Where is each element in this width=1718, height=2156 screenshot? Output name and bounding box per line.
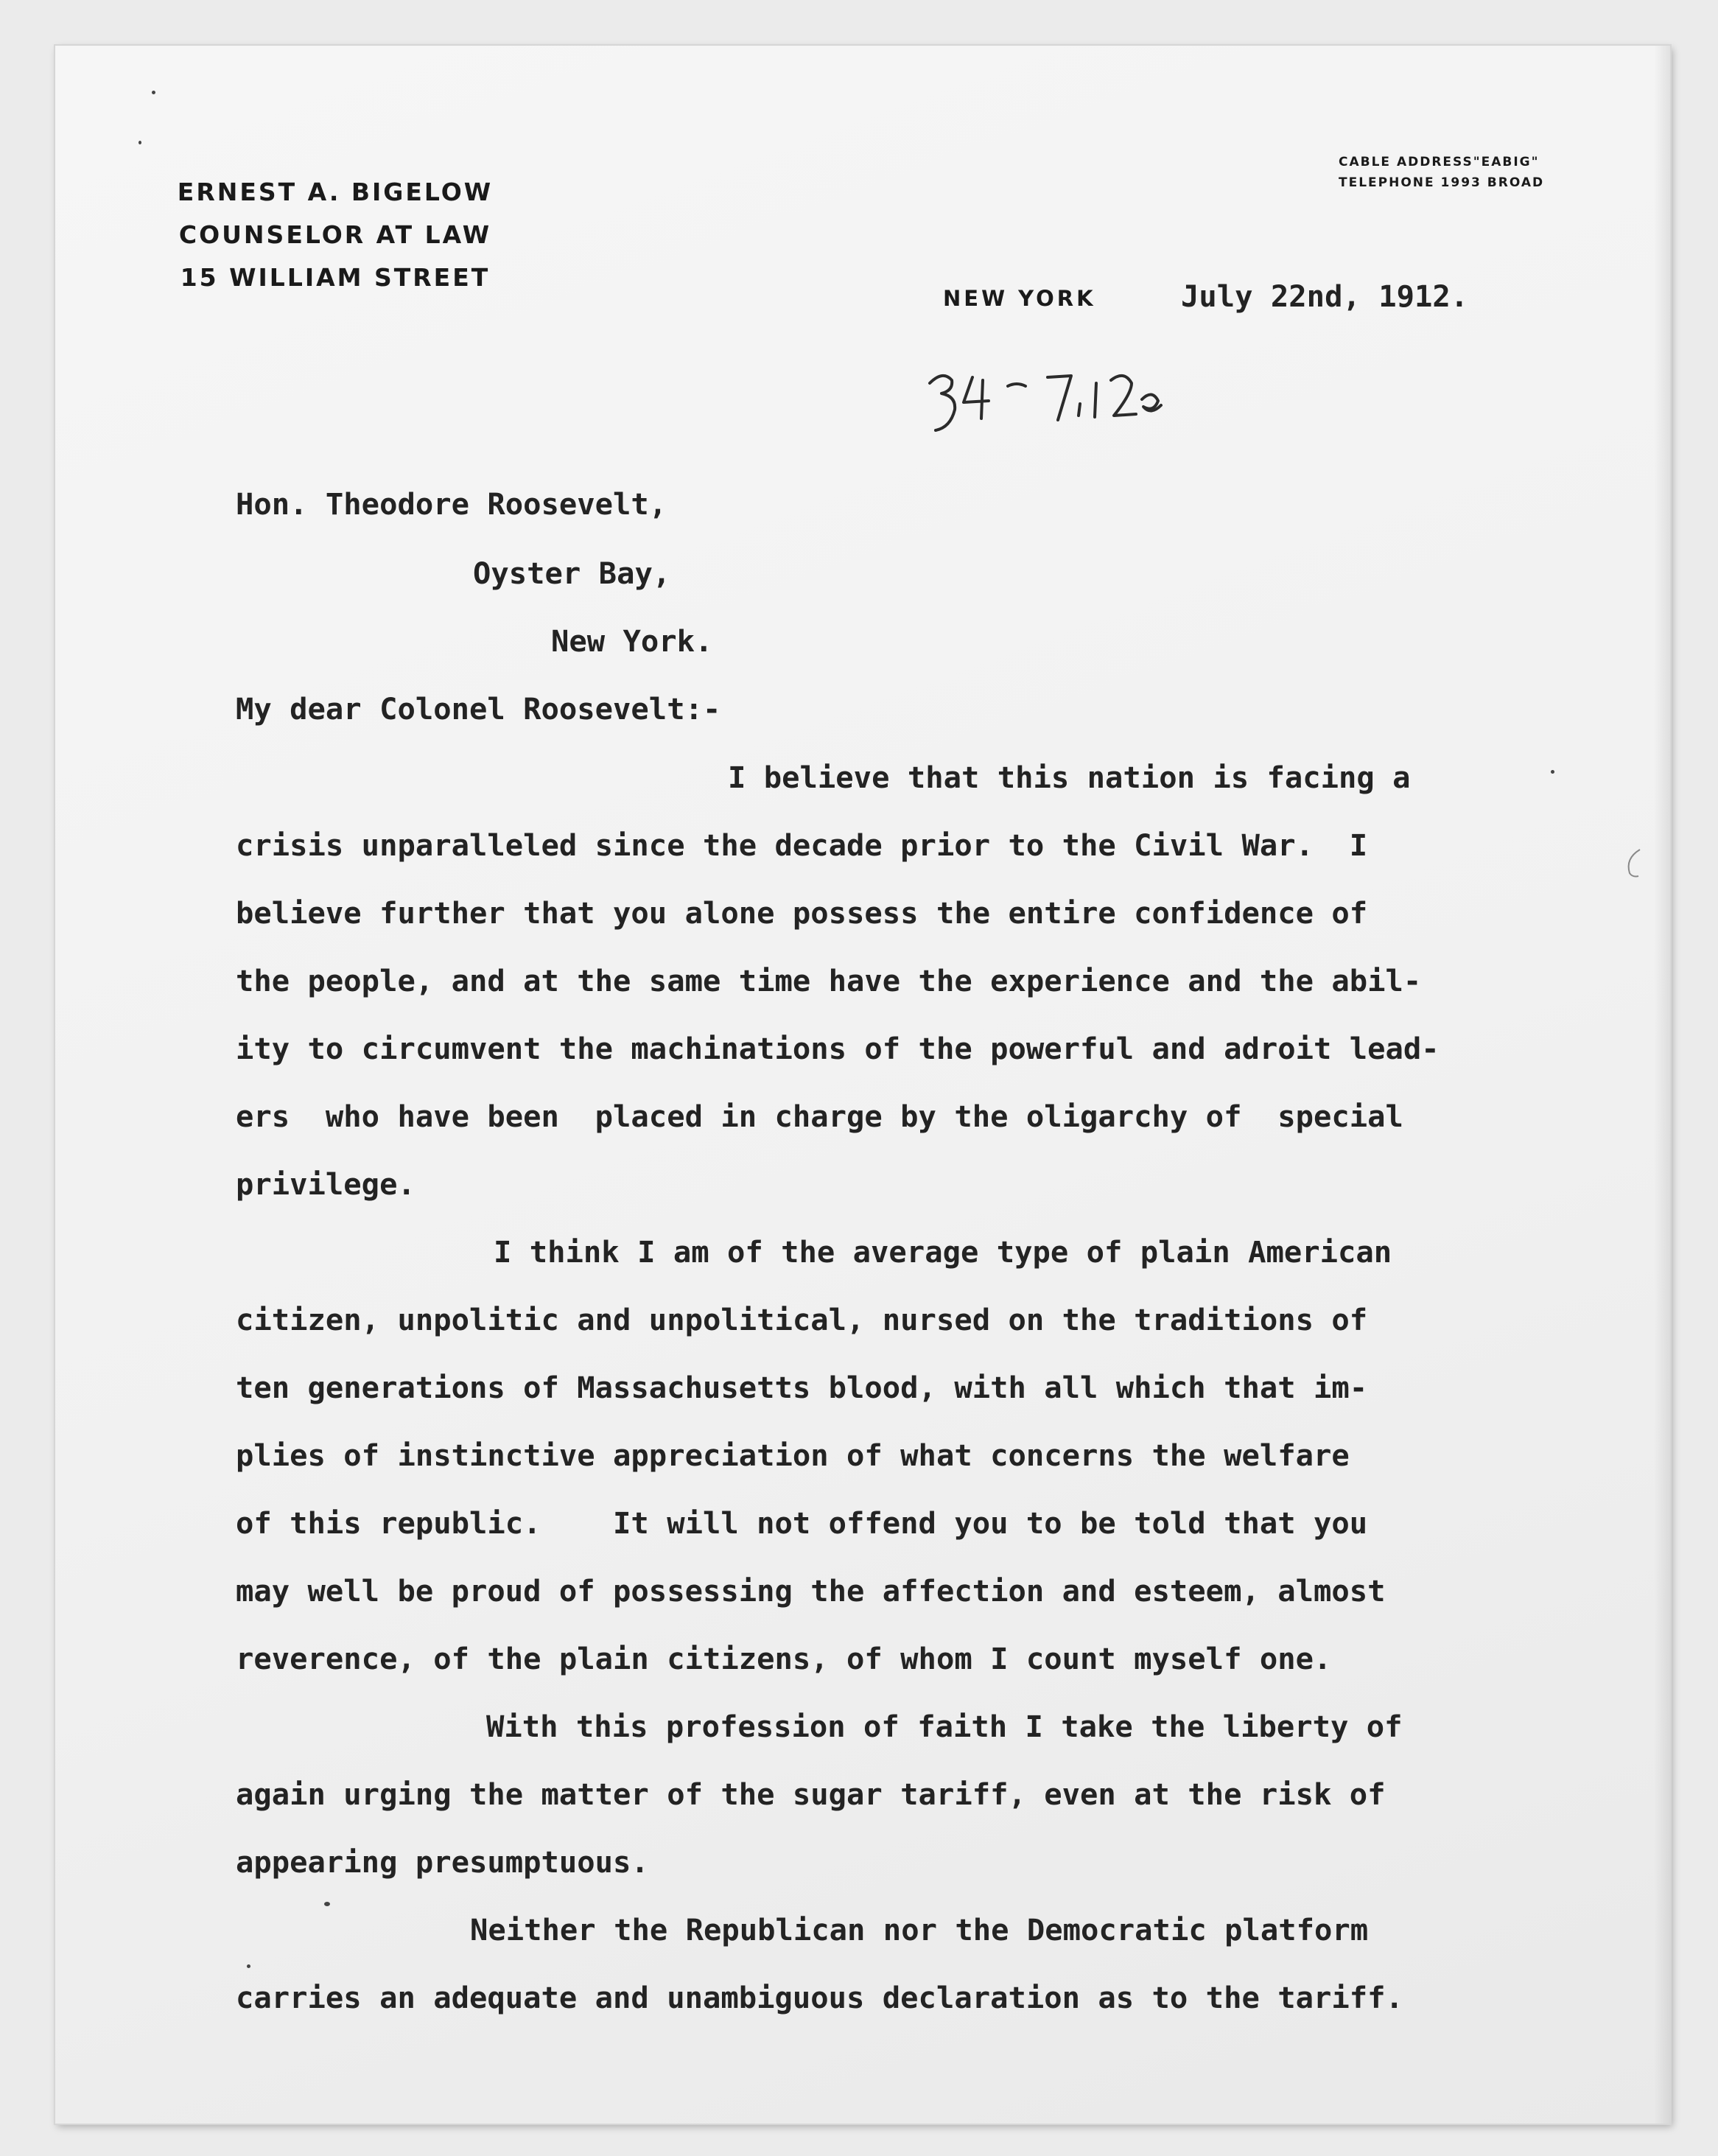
letter-page (55, 46, 1670, 2124)
body-line: Neither the Republican nor the Democratic platform (470, 1912, 1369, 1947)
body-line: plies of instinctive appreciation of what concerns the welfare (236, 1438, 1350, 1473)
body-line: the people, and at the same time have the experience and the abil- (236, 963, 1422, 998)
body-line: ten generations of Massachusetts blood, with all which that im- (236, 1370, 1368, 1405)
paper-mark (1621, 845, 1644, 881)
letterhead-block (129, 171, 541, 299)
body-line: ity to circumvent the machinations of the powerful and adroit lead- (236, 1031, 1440, 1066)
letter-date: July 22nd, 1912. (1181, 279, 1469, 314)
body-line: of this republic. It will not offend you to be told that you (236, 1505, 1368, 1541)
body-line: crisis unparalleled since the decade prior to the Civil War. I (236, 827, 1368, 863)
body-line: again urging the matter of the sugar tariff, even at the risk of (236, 1777, 1386, 1812)
cable-address: CABLE ADDRESS"EABIG" (1339, 155, 1540, 169)
body-line: privilege. (236, 1166, 416, 1202)
salutation: My dear Colonel Roosevelt:- (236, 691, 721, 727)
body-line: appearing presumptuous. (236, 1844, 649, 1880)
letterhead-contact (1339, 152, 1544, 193)
body-line: reverence, of the plain citizens, of whom I count myself one. (236, 1641, 1332, 1676)
handwritten-filing-note (921, 348, 1216, 444)
paper-speck (1551, 770, 1554, 774)
letterhead-name: ERNEST A. BIGELOW (177, 178, 494, 206)
paper-speck (247, 1964, 250, 1968)
body-line: believe further that you alone possess the entire confidence of (236, 895, 1368, 931)
recipient-name: Hon. Theodore Roosevelt, (236, 486, 667, 522)
paper-speck (139, 141, 141, 144)
telephone: TELEPHONE 1993 BROAD (1339, 175, 1545, 190)
body-line: I think I am of the average type of plain American (494, 1234, 1392, 1270)
paper-speck (324, 1902, 330, 1906)
recipient-state: New York. (551, 623, 713, 659)
body-line: carries an adequate and unambiguous declaration as to the tariff. (236, 1980, 1403, 2015)
body-line: With this profession of faith I take the liberty of (486, 1709, 1403, 1744)
body-line: ers who have been placed in charge by the oligarchy of special (236, 1099, 1403, 1134)
letterhead-city: NEW YORK (943, 286, 1096, 311)
body-line: I believe that this nation is facing a (728, 760, 1411, 795)
letterhead-address: 15 WILLIAM STREET (180, 263, 491, 292)
paper-speck (152, 91, 155, 94)
letterhead-title: COUNSELOR AT LAW (178, 220, 492, 249)
recipient-city: Oyster Bay, (473, 556, 671, 591)
body-line: citizen, unpolitic and unpolitical, nursed on the traditions of (236, 1302, 1368, 1337)
body-line: may well be proud of possessing the affection and esteem, almost (236, 1573, 1386, 1609)
